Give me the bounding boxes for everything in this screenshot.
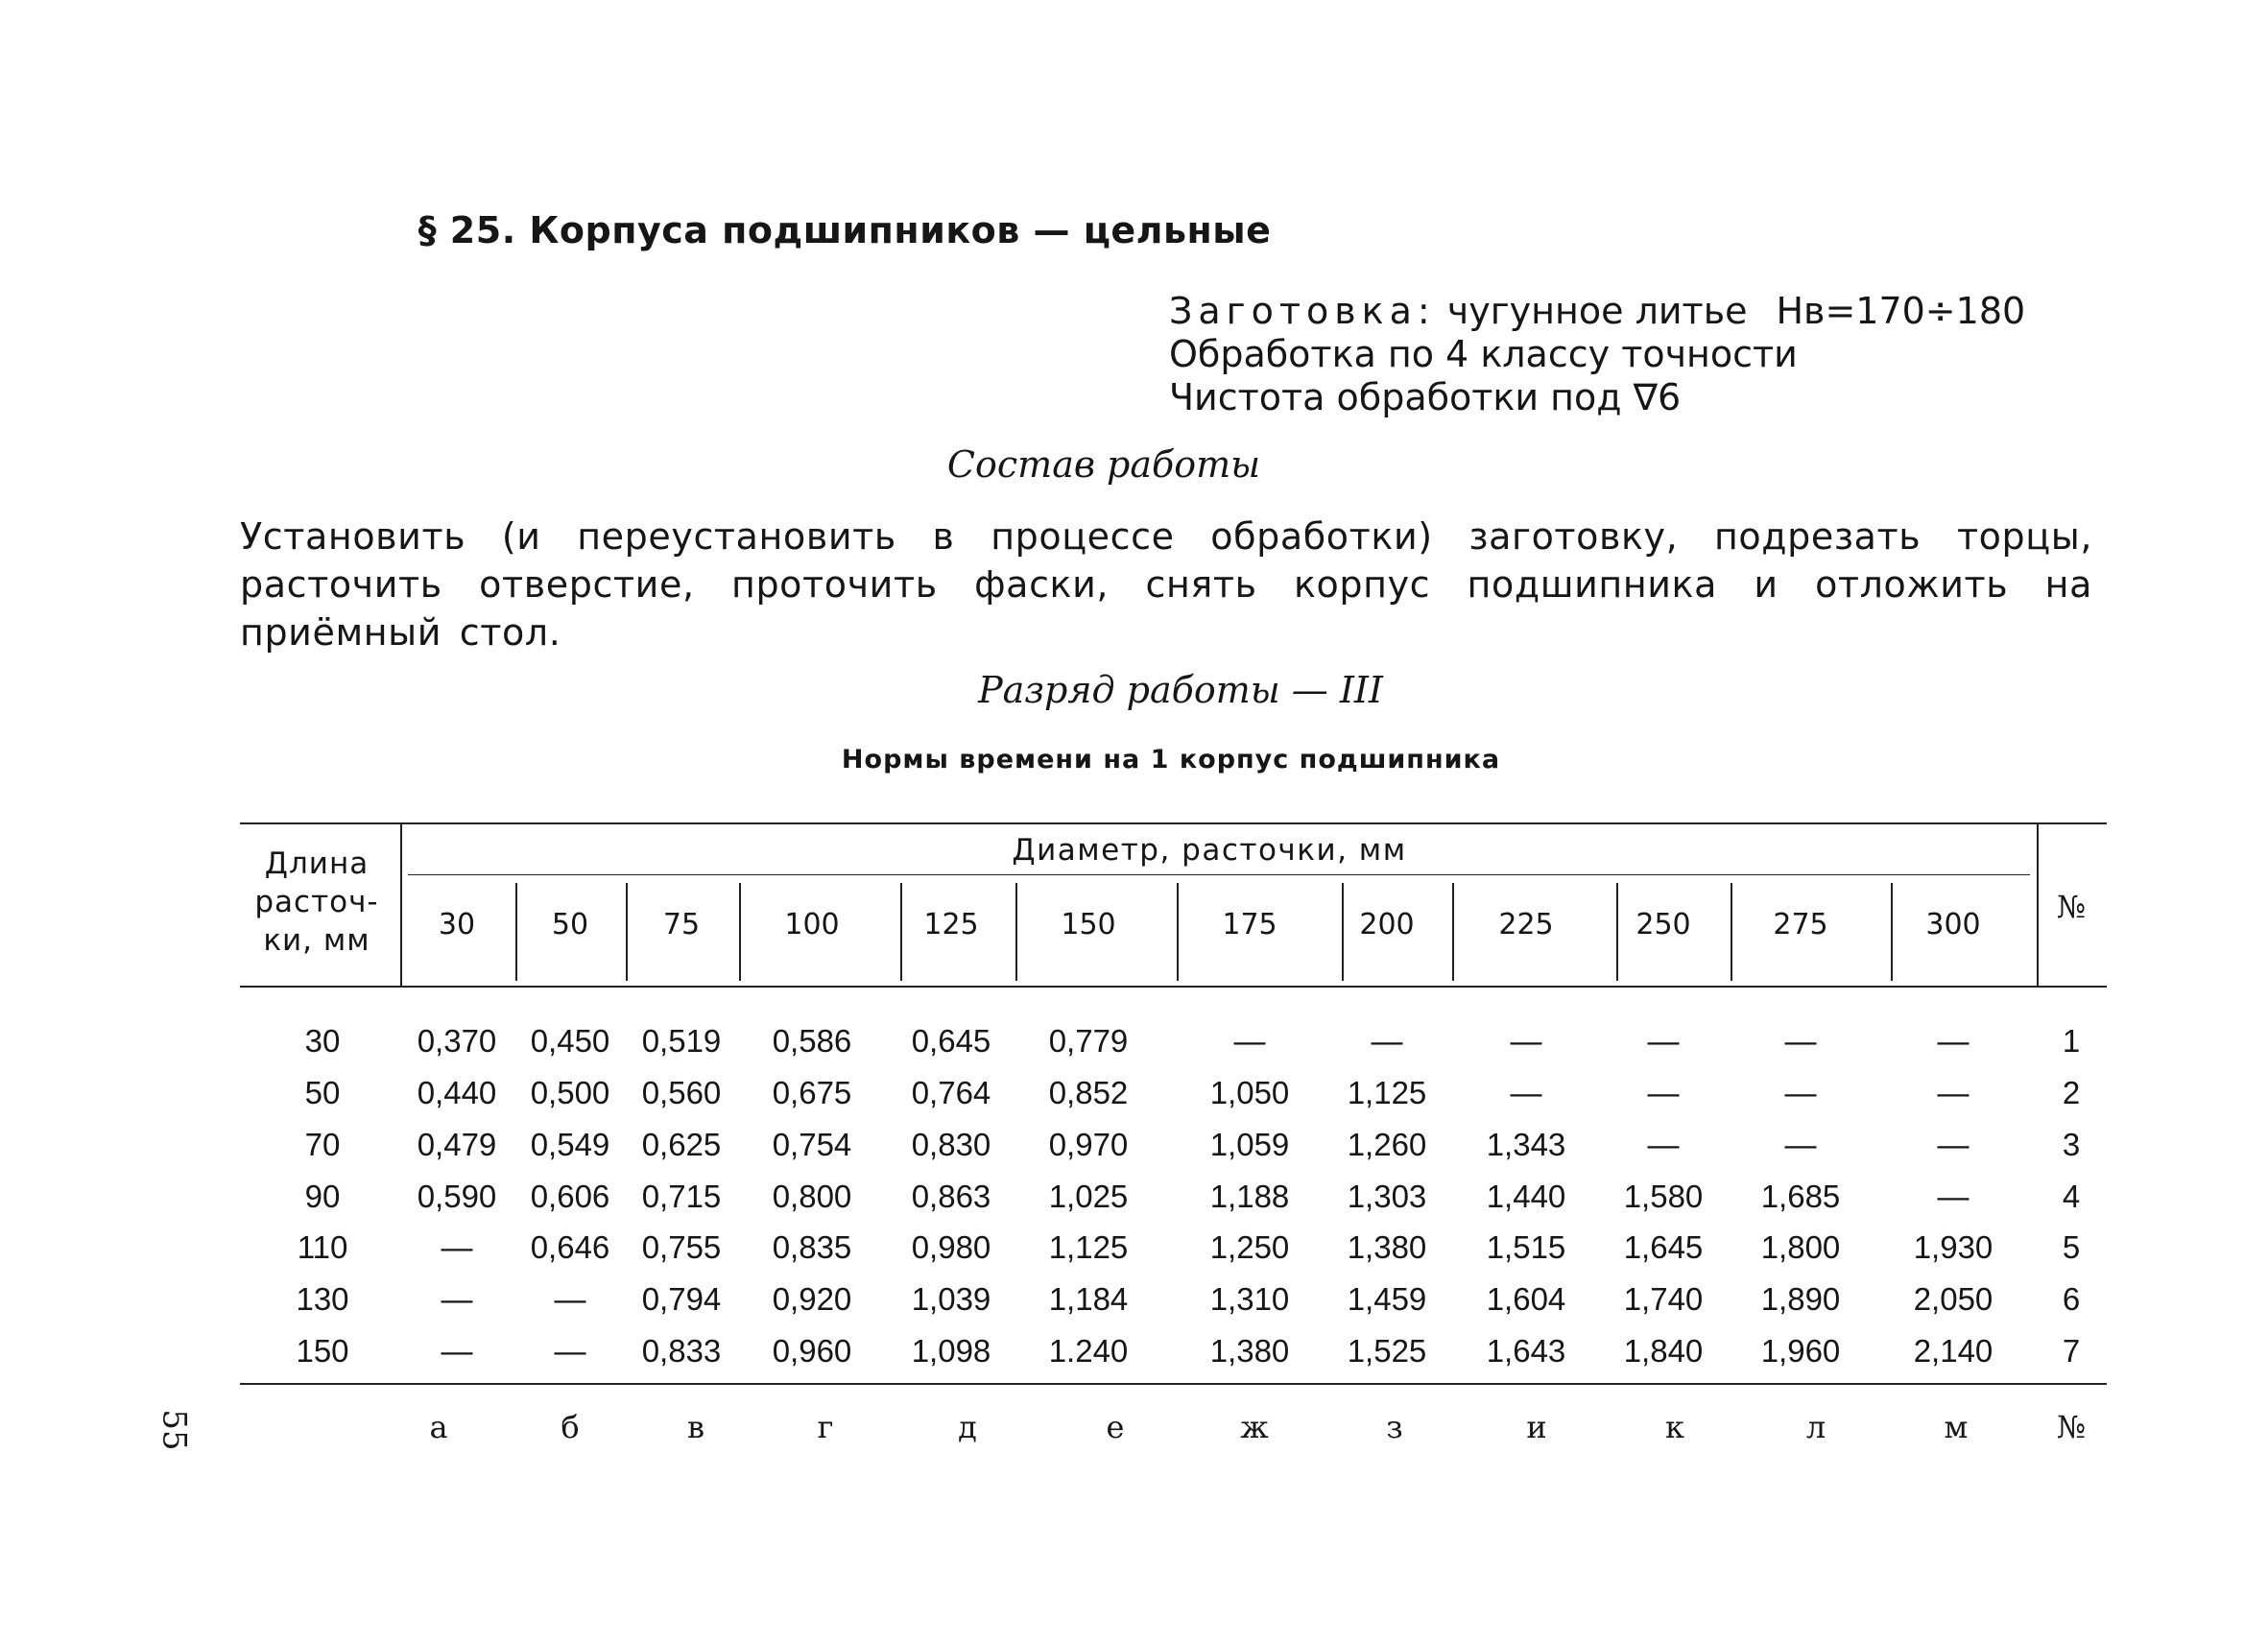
table-cell: 0,833 [641, 1333, 722, 1369]
table-cell: 0,606 [530, 1179, 610, 1214]
column-letter: к [1665, 1409, 1684, 1445]
table-cell: — [1647, 1023, 1680, 1059]
table-cell: 0,863 [911, 1179, 991, 1214]
work-grade: Разряд работы — III [978, 669, 1383, 711]
column-letter: а [429, 1409, 448, 1445]
spec-line-finish: Чистота обработки под ∇6 [1169, 376, 1682, 418]
column-letter: е [1106, 1409, 1125, 1445]
table-cell: 1,643 [1486, 1333, 1566, 1369]
table-cell: 0,519 [641, 1023, 722, 1059]
table-cell: 0,500 [530, 1075, 610, 1110]
row-number: 2 [2062, 1075, 2081, 1110]
table-cell: — [1371, 1023, 1403, 1059]
table-cell: 1,459 [1347, 1281, 1427, 1317]
row-number: 1 [2062, 1023, 2081, 1059]
hardness-value: Нв=170÷180 [1776, 290, 2026, 332]
row-length: 150 [296, 1333, 349, 1369]
number-column-divider [2037, 822, 2039, 986]
table-cell: 1,890 [1760, 1281, 1841, 1317]
section-title: § 25. Корпуса подшипников — цельные [418, 209, 1272, 251]
table-cell: — [441, 1281, 473, 1317]
blank-label: Заготовка: [1169, 290, 1436, 332]
table-cell: — [1510, 1023, 1542, 1059]
spec-line-blank [1169, 290, 2025, 333]
row-number: 3 [2062, 1127, 2081, 1162]
table-cell: 1,188 [1209, 1179, 1290, 1214]
table-cell: 1,125 [1347, 1075, 1427, 1110]
table-top-rule [240, 822, 2107, 824]
table-cell: — [1937, 1127, 1970, 1162]
table-cell: 0,980 [911, 1229, 991, 1265]
table-cell: 0,450 [530, 1023, 610, 1059]
table-cell: 1.240 [1048, 1333, 1129, 1369]
column-letter: л [1805, 1409, 1826, 1445]
column-divider [739, 883, 741, 981]
column-divider [1891, 883, 1893, 981]
number-header: № [2056, 889, 2087, 925]
table-cell: — [1784, 1075, 1817, 1110]
diameter-header: 75 [662, 908, 701, 941]
row-number: 5 [2062, 1229, 2081, 1265]
table-cell: 0,920 [772, 1281, 852, 1317]
table-cell: — [1937, 1179, 1970, 1214]
row-number: 4 [2062, 1179, 2081, 1214]
table-title: Нормы времени на 1 корпус подшипника [841, 745, 1501, 774]
column-divider [1177, 883, 1179, 981]
column-letter: ж [1240, 1409, 1269, 1445]
table-cell: 1,740 [1623, 1281, 1704, 1317]
table-cell: 0,852 [1048, 1075, 1129, 1110]
column-letter: м [1944, 1409, 1969, 1445]
table-cell: — [1937, 1075, 1970, 1110]
table-cell: — [441, 1333, 473, 1369]
table-cell: 0,675 [772, 1075, 852, 1110]
table-cell: 1,380 [1209, 1333, 1290, 1369]
row-length: 130 [296, 1281, 349, 1317]
column-divider [1731, 883, 1732, 981]
diameter-header: 275 [1773, 908, 1828, 941]
table-cell: 0,830 [911, 1127, 991, 1162]
diameter-header: 50 [551, 908, 589, 941]
table-cell: 0,764 [911, 1075, 991, 1110]
table-cell: 1,525 [1347, 1333, 1427, 1369]
table-cell: 1,580 [1623, 1179, 1704, 1214]
table-cell: 0,754 [772, 1127, 852, 1162]
table-cell: 2,140 [1913, 1333, 1993, 1369]
table-cell: — [554, 1281, 586, 1317]
blank-value: чугунное литье [1446, 290, 1748, 332]
spec-line-accuracy: Обработка по 4 классу точности [1169, 333, 1798, 375]
diameter-header: 150 [1061, 908, 1116, 941]
diameter-group-rule [408, 874, 2030, 875]
column-group-header: Диаметр, расточки, мм [1012, 833, 1407, 868]
diameter-header: 125 [923, 908, 979, 941]
table-cell: 0,370 [417, 1023, 497, 1059]
work-composition-heading: Состав работы [946, 443, 1261, 486]
table-cell: — [1784, 1023, 1817, 1059]
table-cell: 0,800 [772, 1179, 852, 1214]
table-cell: — [1647, 1127, 1680, 1162]
table-cell: 0,755 [641, 1229, 722, 1265]
row-number: 6 [2062, 1281, 2081, 1317]
table-cell: 0,835 [772, 1229, 852, 1265]
table-cell: 1,310 [1209, 1281, 1290, 1317]
row-length: 50 [304, 1075, 341, 1110]
table-cell: 0,560 [641, 1075, 722, 1110]
row-number: 7 [2062, 1333, 2081, 1369]
table-cell: 0,645 [911, 1023, 991, 1059]
row-length: 30 [304, 1023, 341, 1059]
table-cell: 1,685 [1760, 1179, 1841, 1214]
table-cell: 1,800 [1760, 1229, 1841, 1265]
column-letter: и [1526, 1409, 1547, 1445]
table-cell: 0,779 [1048, 1023, 1129, 1059]
column-divider [1015, 883, 1017, 981]
table-cell: — [441, 1229, 473, 1265]
column-letter: г [817, 1409, 834, 1445]
diameter-header: 250 [1635, 908, 1691, 941]
table-cell: 0,715 [641, 1179, 722, 1214]
table-cell: 1,039 [911, 1281, 991, 1317]
table-cell: 0,549 [530, 1127, 610, 1162]
table-cell: 1,930 [1913, 1229, 1993, 1265]
table-cell: 0,960 [772, 1333, 852, 1369]
table-cell: 1,184 [1048, 1281, 1129, 1317]
table-cell: 0,625 [641, 1127, 722, 1162]
table-cell: 1,515 [1486, 1229, 1566, 1265]
row-length: 90 [304, 1179, 341, 1214]
table-cell: 0,646 [530, 1229, 610, 1265]
table-cell: 0,590 [417, 1179, 497, 1214]
column-letter: з [1386, 1409, 1403, 1445]
table-cell: 1,343 [1486, 1127, 1566, 1162]
table-cell: 1,125 [1048, 1229, 1129, 1265]
table-cell: 1,098 [911, 1333, 991, 1369]
table-cell: — [1233, 1023, 1266, 1059]
header-bottom-rule [240, 986, 2107, 988]
table-cell: — [554, 1333, 586, 1369]
table-bottom-rule [240, 1383, 2107, 1385]
table-cell: 1,260 [1347, 1127, 1427, 1162]
table-cell: 1,645 [1623, 1229, 1704, 1265]
table-cell: 0,970 [1048, 1127, 1129, 1162]
table-cell: 1,059 [1209, 1127, 1290, 1162]
table-cell: — [1647, 1075, 1680, 1110]
column-letter: в [686, 1409, 704, 1445]
diameter-header: 200 [1359, 908, 1415, 941]
row-length: 70 [304, 1127, 341, 1162]
column-divider [1452, 883, 1454, 981]
diameter-header: 175 [1222, 908, 1277, 941]
column-letter: б [561, 1409, 580, 1445]
table-cell: 1,025 [1048, 1179, 1129, 1214]
diameter-header: 30 [438, 908, 476, 941]
letters-number-label: № [2056, 1409, 2087, 1445]
table-cell: 0,479 [417, 1127, 497, 1162]
table-cell: 1,840 [1623, 1333, 1704, 1369]
row-header-divider [400, 822, 402, 986]
table-cell: 0,440 [417, 1075, 497, 1110]
blank-spec [1169, 290, 2025, 419]
table-cell: 1,960 [1760, 1333, 1841, 1369]
work-composition-text: Установить (и переустановить в процессе обработки) заготовку, подрезать торцы, расточить отверстие, проточить фаски, снять корпус подшипника и отложить на приёмный стол. [240, 515, 2092, 654]
table-cell: — [1784, 1127, 1817, 1162]
diameter-header: 225 [1498, 908, 1554, 941]
table-cell: 1,440 [1486, 1179, 1566, 1214]
table-cell: 0,794 [641, 1281, 722, 1317]
table-cell: 1,380 [1347, 1229, 1427, 1265]
page-number: 55 [155, 1409, 194, 1451]
row-length: 110 [297, 1229, 348, 1265]
diameter-header: 300 [1925, 908, 1981, 941]
table-cell: 1,250 [1209, 1229, 1290, 1265]
row-header-length: Длина расточ- ки, мм [254, 846, 379, 958]
table-cell: 1,050 [1209, 1075, 1290, 1110]
table-cell: 0,586 [772, 1023, 852, 1059]
table-cell: — [1937, 1023, 1970, 1059]
table-cell: 1,604 [1486, 1281, 1566, 1317]
table-cell: 2,050 [1913, 1281, 1993, 1317]
diameter-header: 100 [784, 908, 840, 941]
table-cell: — [1510, 1075, 1542, 1110]
column-letter: д [958, 1409, 977, 1445]
table-cell: 1,303 [1347, 1179, 1427, 1214]
